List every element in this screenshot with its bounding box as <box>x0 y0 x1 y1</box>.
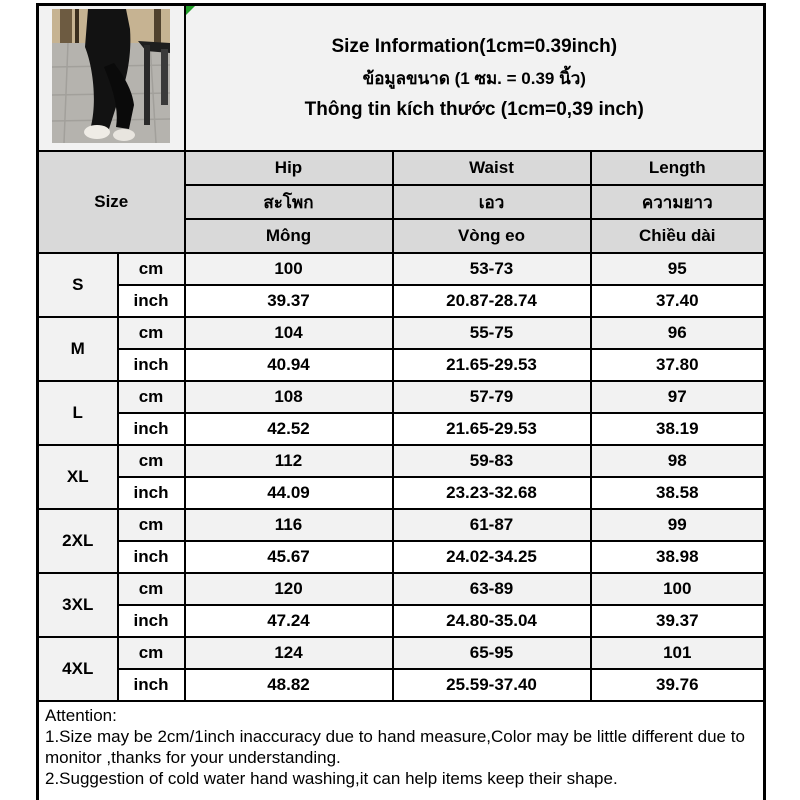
value-cell: 40.94 <box>185 349 393 381</box>
size-cell: 4XL <box>38 637 118 701</box>
value-cell: 100 <box>591 573 765 605</box>
length-header-vi: Chiều dài <box>591 219 765 253</box>
value-cell: 21.65-29.53 <box>393 349 591 381</box>
waist-header-vi: Vòng eo <box>393 219 591 253</box>
value-cell: 38.58 <box>591 477 765 509</box>
value-cell: 39.37 <box>591 605 765 637</box>
table-row <box>38 509 765 541</box>
value-cell: 97 <box>591 381 765 413</box>
value-cell: 37.80 <box>591 349 765 381</box>
value-cell: 38.98 <box>591 541 765 573</box>
size-cell: 2XL <box>38 509 118 573</box>
value-cell: 112 <box>185 445 393 477</box>
attention-line-2: 2.Suggestion of cold water hand washing,it can help items keep their shape. <box>45 769 618 788</box>
unit-cell: inch <box>118 669 185 701</box>
unit-cell: inch <box>118 541 185 573</box>
table-row <box>38 573 765 605</box>
value-cell: 95 <box>591 253 765 285</box>
value-cell: 42.52 <box>185 413 393 445</box>
value-cell: 57-79 <box>393 381 591 413</box>
value-cell: 20.87-28.74 <box>393 285 591 317</box>
value-cell: 100 <box>185 253 393 285</box>
title-cell <box>185 5 765 152</box>
value-cell: 98 <box>591 445 765 477</box>
table-row <box>38 349 765 381</box>
unit-cell: inch <box>118 413 185 445</box>
table-row <box>38 605 765 637</box>
unit-cell: cm <box>118 317 185 349</box>
value-cell: 45.67 <box>185 541 393 573</box>
attention-line-1: 1.Size may be 2cm/1inch inaccuracy due to hand measure,Color may be little different due to monitor ,thanks for your understanding. <box>45 727 745 767</box>
value-cell: 39.37 <box>185 285 393 317</box>
size-table <box>36 3 766 800</box>
value-cell: 53-73 <box>393 253 591 285</box>
unit-cell: cm <box>118 637 185 669</box>
unit-cell: inch <box>118 285 185 317</box>
value-cell: 39.76 <box>591 669 765 701</box>
value-cell: 59-83 <box>393 445 591 477</box>
value-cell: 23.23-32.68 <box>393 477 591 509</box>
value-cell: 55-75 <box>393 317 591 349</box>
title-english: Size Information(1cm=0.39inch) <box>331 35 618 57</box>
table-row <box>38 317 765 349</box>
hip-header-vi: Mông <box>185 219 393 253</box>
value-cell: 21.65-29.53 <box>393 413 591 445</box>
table-row <box>38 637 765 669</box>
unit-cell: inch <box>118 349 185 381</box>
value-cell: 24.80-35.04 <box>393 605 591 637</box>
value-cell: 44.09 <box>185 477 393 509</box>
waist-header-th: เอว <box>393 185 591 219</box>
value-cell: 24.02-34.25 <box>393 541 591 573</box>
table-row <box>38 253 765 285</box>
size-cell: S <box>38 253 118 317</box>
title-vietnamese: Thông tin kích thước (1cm=0,39 inch) <box>304 98 644 120</box>
unit-cell: inch <box>118 477 185 509</box>
attention-row <box>38 701 765 800</box>
table-row <box>38 413 765 445</box>
table-row <box>38 445 765 477</box>
value-cell: 63-89 <box>393 573 591 605</box>
value-cell: 99 <box>591 509 765 541</box>
header-row-english <box>38 151 765 185</box>
unit-cell: cm <box>118 573 185 605</box>
size-cell: XL <box>38 445 118 509</box>
size-cell: 3XL <box>38 573 118 637</box>
value-cell: 65-95 <box>393 637 591 669</box>
unit-cell: cm <box>118 381 185 413</box>
unit-cell: cm <box>118 445 185 477</box>
value-cell: 61-87 <box>393 509 591 541</box>
size-cell: M <box>38 317 118 381</box>
table-row <box>38 285 765 317</box>
title-thai: ข้อมูลขนาด (1 ซม. = 0.39 นิ้ว) <box>362 68 586 88</box>
value-cell: 47.24 <box>185 605 393 637</box>
hip-header-th: สะโพก <box>185 185 393 219</box>
value-cell: 37.40 <box>591 285 765 317</box>
table-row <box>38 669 765 701</box>
table-row <box>38 541 765 573</box>
value-cell: 48.82 <box>185 669 393 701</box>
size-column-label: Size <box>38 151 185 253</box>
length-header-th: ความยาว <box>591 185 765 219</box>
unit-cell: cm <box>118 509 185 541</box>
value-cell: 120 <box>185 573 393 605</box>
value-cell: 108 <box>185 381 393 413</box>
table-row <box>38 381 765 413</box>
value-cell: 116 <box>185 509 393 541</box>
table-row <box>38 477 765 509</box>
waist-header-en: Waist <box>393 151 591 185</box>
hip-header-en: Hip <box>185 151 393 185</box>
attention-heading: Attention: <box>45 706 117 725</box>
unit-cell: inch <box>118 605 185 637</box>
value-cell: 101 <box>591 637 765 669</box>
value-cell: 124 <box>185 637 393 669</box>
attention-note <box>38 701 765 800</box>
value-cell: 38.19 <box>591 413 765 445</box>
length-header-en: Length <box>591 151 765 185</box>
size-cell: L <box>38 381 118 445</box>
product-photo-cell <box>38 5 185 152</box>
value-cell: 104 <box>185 317 393 349</box>
unit-cell: cm <box>118 253 185 285</box>
green-corner-marker-icon <box>186 6 195 15</box>
value-cell: 96 <box>591 317 765 349</box>
product-photo <box>52 9 170 143</box>
value-cell: 25.59-37.40 <box>393 669 591 701</box>
top-row <box>38 5 765 152</box>
